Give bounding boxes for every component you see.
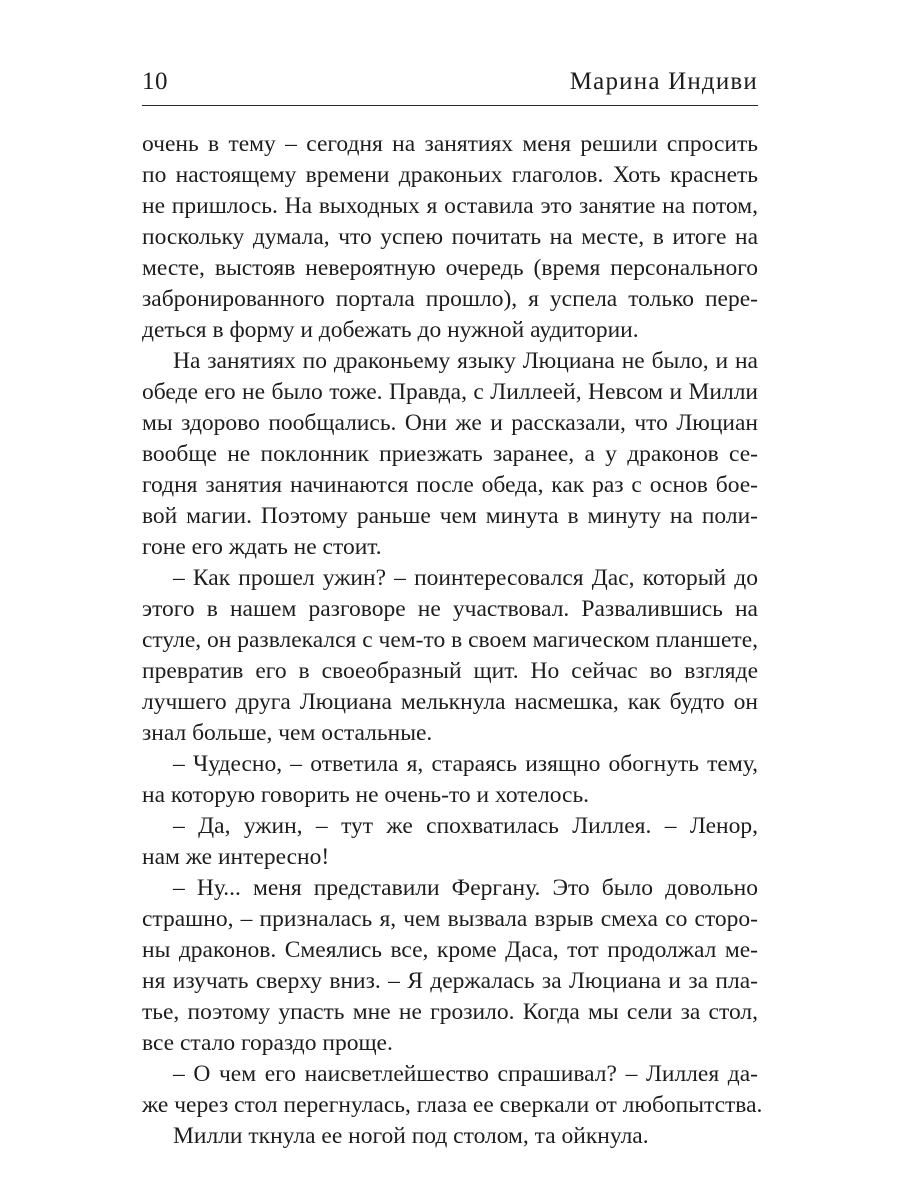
text-line: обеде его не было тоже. Правда, с Лиллеей, Невсом и Милли <box>142 379 758 405</box>
text-line: по настоящему времени драконьих глаголов. Хоть краснеть <box>142 162 758 188</box>
text-line: – Как прошел ужин? – поинтересовался Дас, который до <box>173 565 758 591</box>
text-line: мы здорово пообщались. Они же и рассказали, что Люциан <box>142 410 758 436</box>
text-line: страшно, – призналась я, чем вызвала взрыв смеха со сторо- <box>142 906 758 932</box>
text-line: на которую говорить не очень-то и хотелось. <box>142 782 590 808</box>
text-line: не пришлось. На выходных я оставила это занятие на потом, <box>142 193 758 219</box>
text-line: поскольку думала, что успею почитать на месте, в итоге на <box>142 224 758 250</box>
text-line: стуле, он развлекался с чем-то в своем магическом планшете, <box>142 627 758 653</box>
text-line: ны драконов. Смеялись все, кроме Даса, тот продолжал ме- <box>142 937 758 963</box>
text-line: – Да, ужин, – тут же спохватилась Лиллея. – Ленор, <box>173 813 758 839</box>
text-line: знал больше, чем остальные. <box>142 720 433 746</box>
text-line: лучшего друга Люциана мелькнула насмешка, как будто он <box>142 689 758 715</box>
body-text <box>142 129 763 1152</box>
text-line: вообще не поклонник приезжать заранее, а у драконов се- <box>142 441 758 467</box>
text-line: годня занятия начинаются после обеда, как раз с основ бое- <box>142 472 758 498</box>
text-line: превратив его в своеобразный щит. Но сейчас во взгляде <box>142 658 758 684</box>
text-line: На занятиях по драконьему языку Люциана не было, и на <box>173 348 758 374</box>
text-line: – Чудесно, – ответила я, стараясь изящно обогнуть тему, <box>173 751 758 777</box>
text-line: очень в тему – сегодня на занятиях меня решили спросить <box>142 131 758 157</box>
text-line: – О чем его наисветлейшество спрашивал? – Лиллея да- <box>173 1061 758 1087</box>
text-line: гоне его ждать не стоит. <box>142 534 382 560</box>
author-name: Марина Индиви <box>569 68 758 95</box>
text-line: же через стол перегнулась, глаза ее сверкали от любопытства. <box>142 1092 763 1118</box>
text-line: тье, поэтому упасть мне не грозило. Когда мы сели за стол, <box>142 999 758 1025</box>
text-line: ня изучать сверху вниз. – Я держалась за Люциана и за пла- <box>142 968 758 994</box>
text-line: вой магии. Поэтому раньше чем минута в минуту на поли- <box>142 503 758 529</box>
text-line: – Ну... меня представили Фергану. Это было довольно <box>173 875 758 901</box>
running-header <box>142 62 758 106</box>
text-line: Милли ткнула ее ногой под столом, та ойкнула. <box>173 1123 649 1149</box>
text-line: все стало гораздо проще. <box>142 1030 393 1056</box>
text-line: этого в нашем разговоре не участвовал. Развалившись на <box>142 596 758 622</box>
text-line: нам же интересно! <box>142 844 330 870</box>
text-line: деться в форму и добежать до нужной аудитории. <box>142 317 639 343</box>
text-line: забронированного портала прошло), я успела только пере- <box>142 286 758 312</box>
text-line: месте, выстояв невероятную очередь (время персонального <box>142 255 758 281</box>
page-number: 10 <box>142 68 168 95</box>
